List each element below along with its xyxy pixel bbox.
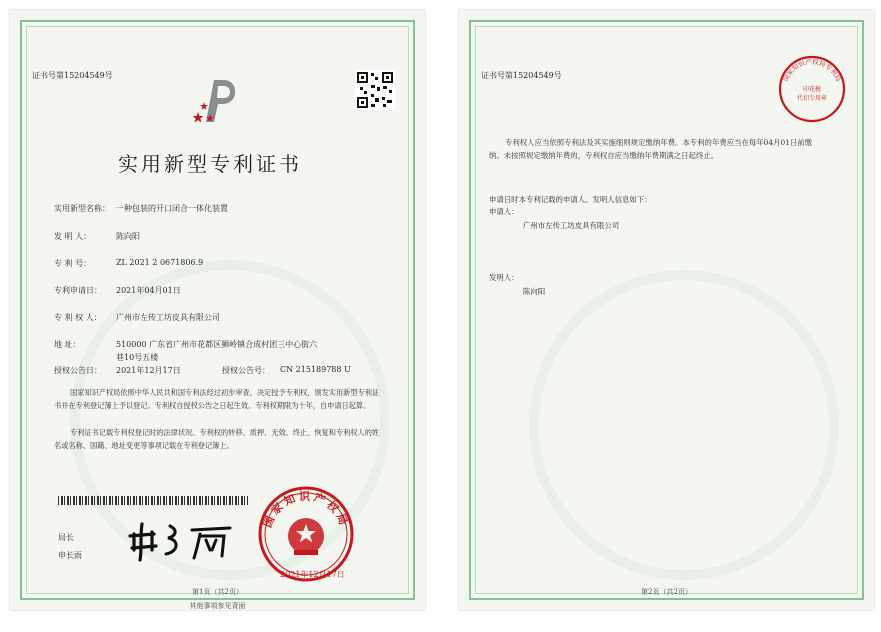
director-name: 申长雨	[58, 551, 82, 560]
address-label: 地 址：	[54, 340, 81, 349]
patent-number-value: ZL 2021 2 0671806.9	[116, 258, 204, 267]
applicant-value: 广州市左传工坊皮具有限公司	[523, 221, 620, 230]
applicant-label: 申请人：	[489, 207, 519, 216]
grant-date-label: 授权公告日：	[54, 366, 102, 375]
patent-number-label: 专 利 号：	[54, 259, 92, 268]
grant-number-label: 授权公告号：	[222, 366, 270, 375]
inventor-value: 陈向阳	[116, 232, 140, 241]
applicant-info-heading: 申请日时本专利记载的申请人、发明人信息如下：	[489, 195, 652, 204]
application-date-label: 专利申请日：	[54, 286, 102, 295]
svg-text:代扣专用章: 代扣专用章	[796, 95, 828, 102]
back-note: 其他事项参见背面	[189, 602, 246, 610]
utility-name-value: 一种包装的开口闭合一体化装置	[116, 204, 228, 213]
qr-code	[355, 70, 395, 110]
grant-date-value: 2021年12月17日	[116, 366, 181, 375]
certificate-page-2	[459, 10, 874, 610]
seal-date: 2021年12月17日	[280, 570, 345, 579]
annual-fee-notice: 专利权人应当依照专利法及其实施细则规定缴纳年费。本专利的年费应当在每年04月01日前缴纳。未按照规定缴纳年费的，专利权自应当缴纳年费期满之日起终止。	[489, 138, 813, 160]
watermark-emblem	[529, 270, 839, 580]
utility-name-label: 实用新型名称：	[54, 204, 110, 213]
inventor-label: 发明人：	[489, 273, 519, 282]
legal-status-statement: 专利证书记载专利权登记时的法律状况。专利权的转移、质押、无效、终止、恢复和专利权人的姓名或名称、国籍、地址变更等事项记载在专利登记簿上。	[54, 428, 380, 450]
address-value-line2: 巷10号五楼	[116, 353, 159, 362]
page-number: 第1页（共2页）	[192, 588, 243, 596]
certificate-number: 证书号第15204549号	[32, 71, 113, 80]
svg-text:国家知识产权局: 国家知识产权局	[260, 490, 352, 530]
address-value-line1: 510000 广东省广州市花都区狮岭镇合成村团三中心街六	[116, 340, 318, 349]
grant-number-value: CN 215189788 U	[280, 365, 351, 374]
cnipa-logo-icon	[188, 72, 244, 128]
certificate-number: 证书号第15204549号	[481, 71, 562, 80]
patent-holder-value: 广州市左传工坊皮具有限公司	[116, 313, 220, 322]
application-date-value: 2021年04月01日	[116, 286, 181, 295]
page-number: 第2页（共2页）	[641, 588, 692, 596]
director-title: 局长	[58, 533, 74, 542]
director-signature	[120, 516, 240, 564]
inventor-label: 发 明 人：	[54, 232, 92, 241]
svg-text:印花税: 印花税	[802, 86, 822, 93]
certificate-page-1	[10, 10, 425, 610]
grant-statement: 国家知识产权局依照中华人民共和国专利法经过初步审查，决定授予专利权，颁发实用新型专利证书并在专利登记簿上予以登记。专利权自授权公告之日起生效。专利权期限为十年，自申请日起算。	[54, 388, 380, 410]
inventor-value: 陈向阳	[523, 287, 546, 296]
svg-text:国家知识产权局专利局: 国家知识产权局专利局	[781, 57, 843, 83]
tax-stamp	[777, 54, 847, 124]
patent-holder-label: 专 利 权 人：	[54, 313, 102, 322]
barcode	[58, 496, 248, 505]
certificate-title: 实用新型专利证书	[118, 152, 302, 176]
